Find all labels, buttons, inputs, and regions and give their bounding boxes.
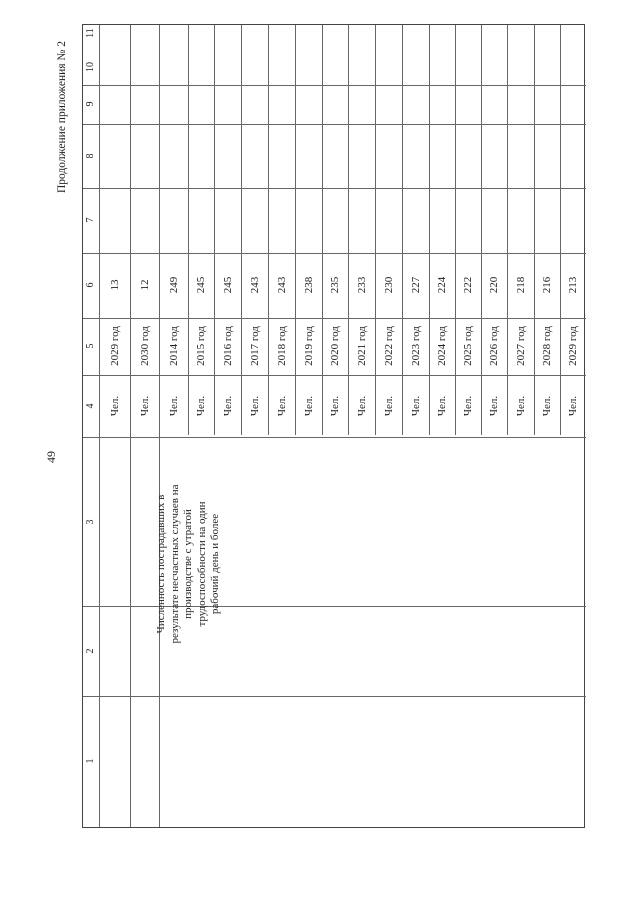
row-6-unit: Чел. [248, 395, 261, 417]
row-5-year: 2016 год [221, 326, 234, 366]
row-separator [481, 25, 482, 435]
row-separator [429, 25, 430, 435]
data-table [82, 24, 585, 828]
row-4-value: 245 [195, 276, 207, 294]
row-7-value: 243 [275, 276, 288, 294]
row-17-year: 2028 год [541, 326, 553, 366]
row-17-unit: Чел. [541, 395, 553, 417]
row-14-unit: Чел. [462, 395, 474, 417]
row-14-year: 2025 год [462, 326, 474, 366]
appendix-caption: Продолжение приложения № 2 [56, 40, 68, 194]
column-number-2: 2 [85, 648, 96, 654]
row-4-year: 2015 год [195, 326, 207, 366]
row-5-value: 245 [221, 276, 234, 294]
row-2-value: 12 [138, 279, 151, 291]
row-1-unit: Чел. [108, 395, 121, 417]
column-number-7: 7 [85, 217, 96, 223]
row-separator [295, 25, 296, 435]
column-number-8: 8 [85, 153, 96, 159]
row-6-year: 2017 год [248, 326, 261, 366]
row-separator [188, 25, 189, 435]
row-13-unit: Чел. [436, 395, 448, 417]
row-1-value: 13 [108, 279, 121, 291]
row-7-year: 2018 год [275, 326, 288, 366]
row-16-year: 2027 год [514, 326, 527, 366]
row-separator [507, 25, 508, 435]
row-18-year: 2029 год [567, 326, 579, 366]
row-4-unit: Чел. [195, 395, 207, 417]
row-9-value: 235 [329, 276, 341, 294]
row-8-value: 238 [302, 276, 315, 294]
row-16-value: 218 [514, 276, 527, 294]
row-15-year: 2026 год [488, 326, 500, 366]
row-3-unit: Чел. [167, 395, 180, 417]
row-10-year: 2021 год [355, 326, 368, 366]
row-3-value: 249 [167, 276, 180, 294]
row-12-year: 2023 год [409, 326, 422, 366]
row-10-value: 233 [355, 276, 368, 294]
row-14-value: 222 [462, 276, 474, 294]
row-3-year: 2014 год [167, 326, 180, 366]
row-6-value: 243 [248, 276, 261, 294]
column-number-1: 1 [85, 758, 96, 764]
page-number: 49 [44, 451, 58, 463]
row-11-value: 230 [382, 276, 395, 294]
column-number-3: 3 [85, 519, 96, 525]
row-12-value: 227 [409, 276, 422, 294]
row-5-unit: Чел. [221, 395, 234, 417]
row-separator [322, 25, 323, 435]
row-17-value: 216 [541, 276, 553, 294]
column-number-10: 10 [85, 62, 96, 72]
row-8-unit: Чел. [302, 395, 315, 417]
row-separator [241, 25, 242, 435]
row-separator [455, 25, 456, 435]
row-9-year: 2020 год [329, 326, 341, 366]
row-16-unit: Чел. [514, 395, 527, 417]
row-2-year: 2030 год [138, 326, 151, 366]
row-separator [214, 25, 215, 435]
row-13-value: 224 [436, 276, 448, 294]
row-2-unit: Чел. [138, 395, 151, 417]
row-18-value: 213 [567, 276, 579, 294]
row-13-year: 2024 год [436, 326, 448, 366]
column-number-11: 11 [85, 28, 96, 38]
row-10-unit: Чел. [355, 395, 368, 417]
row-12-unit: Чел. [409, 395, 422, 417]
column-number-5: 5 [85, 343, 96, 349]
row-separator [348, 25, 349, 435]
row-11-year: 2022 год [382, 326, 395, 366]
row-separator [560, 25, 561, 435]
row-15-unit: Чел. [488, 395, 500, 417]
row-18-unit: Чел. [567, 395, 579, 417]
row-separator [375, 25, 376, 435]
row-8-year: 2019 год [302, 326, 315, 366]
row-11-unit: Чел. [382, 395, 395, 417]
row-15-value: 220 [488, 276, 500, 294]
row-separator [402, 25, 403, 435]
row-1-year: 2029 год [108, 326, 121, 366]
row-separator [130, 25, 131, 827]
header-separator [99, 25, 100, 827]
column-number-6: 6 [85, 282, 96, 288]
column-number-9: 9 [85, 101, 96, 107]
row-separator [159, 25, 160, 827]
row-separator [268, 25, 269, 435]
row-7-unit: Чел. [275, 395, 288, 417]
row-separator [534, 25, 535, 435]
row-9-unit: Чел. [329, 395, 341, 417]
indicator-name: Численность пострадавших в результате несчастных случаев на производстве с утратой трудоспособности на один рабочий день и более [155, 484, 221, 644]
column-number-4: 4 [85, 403, 96, 409]
